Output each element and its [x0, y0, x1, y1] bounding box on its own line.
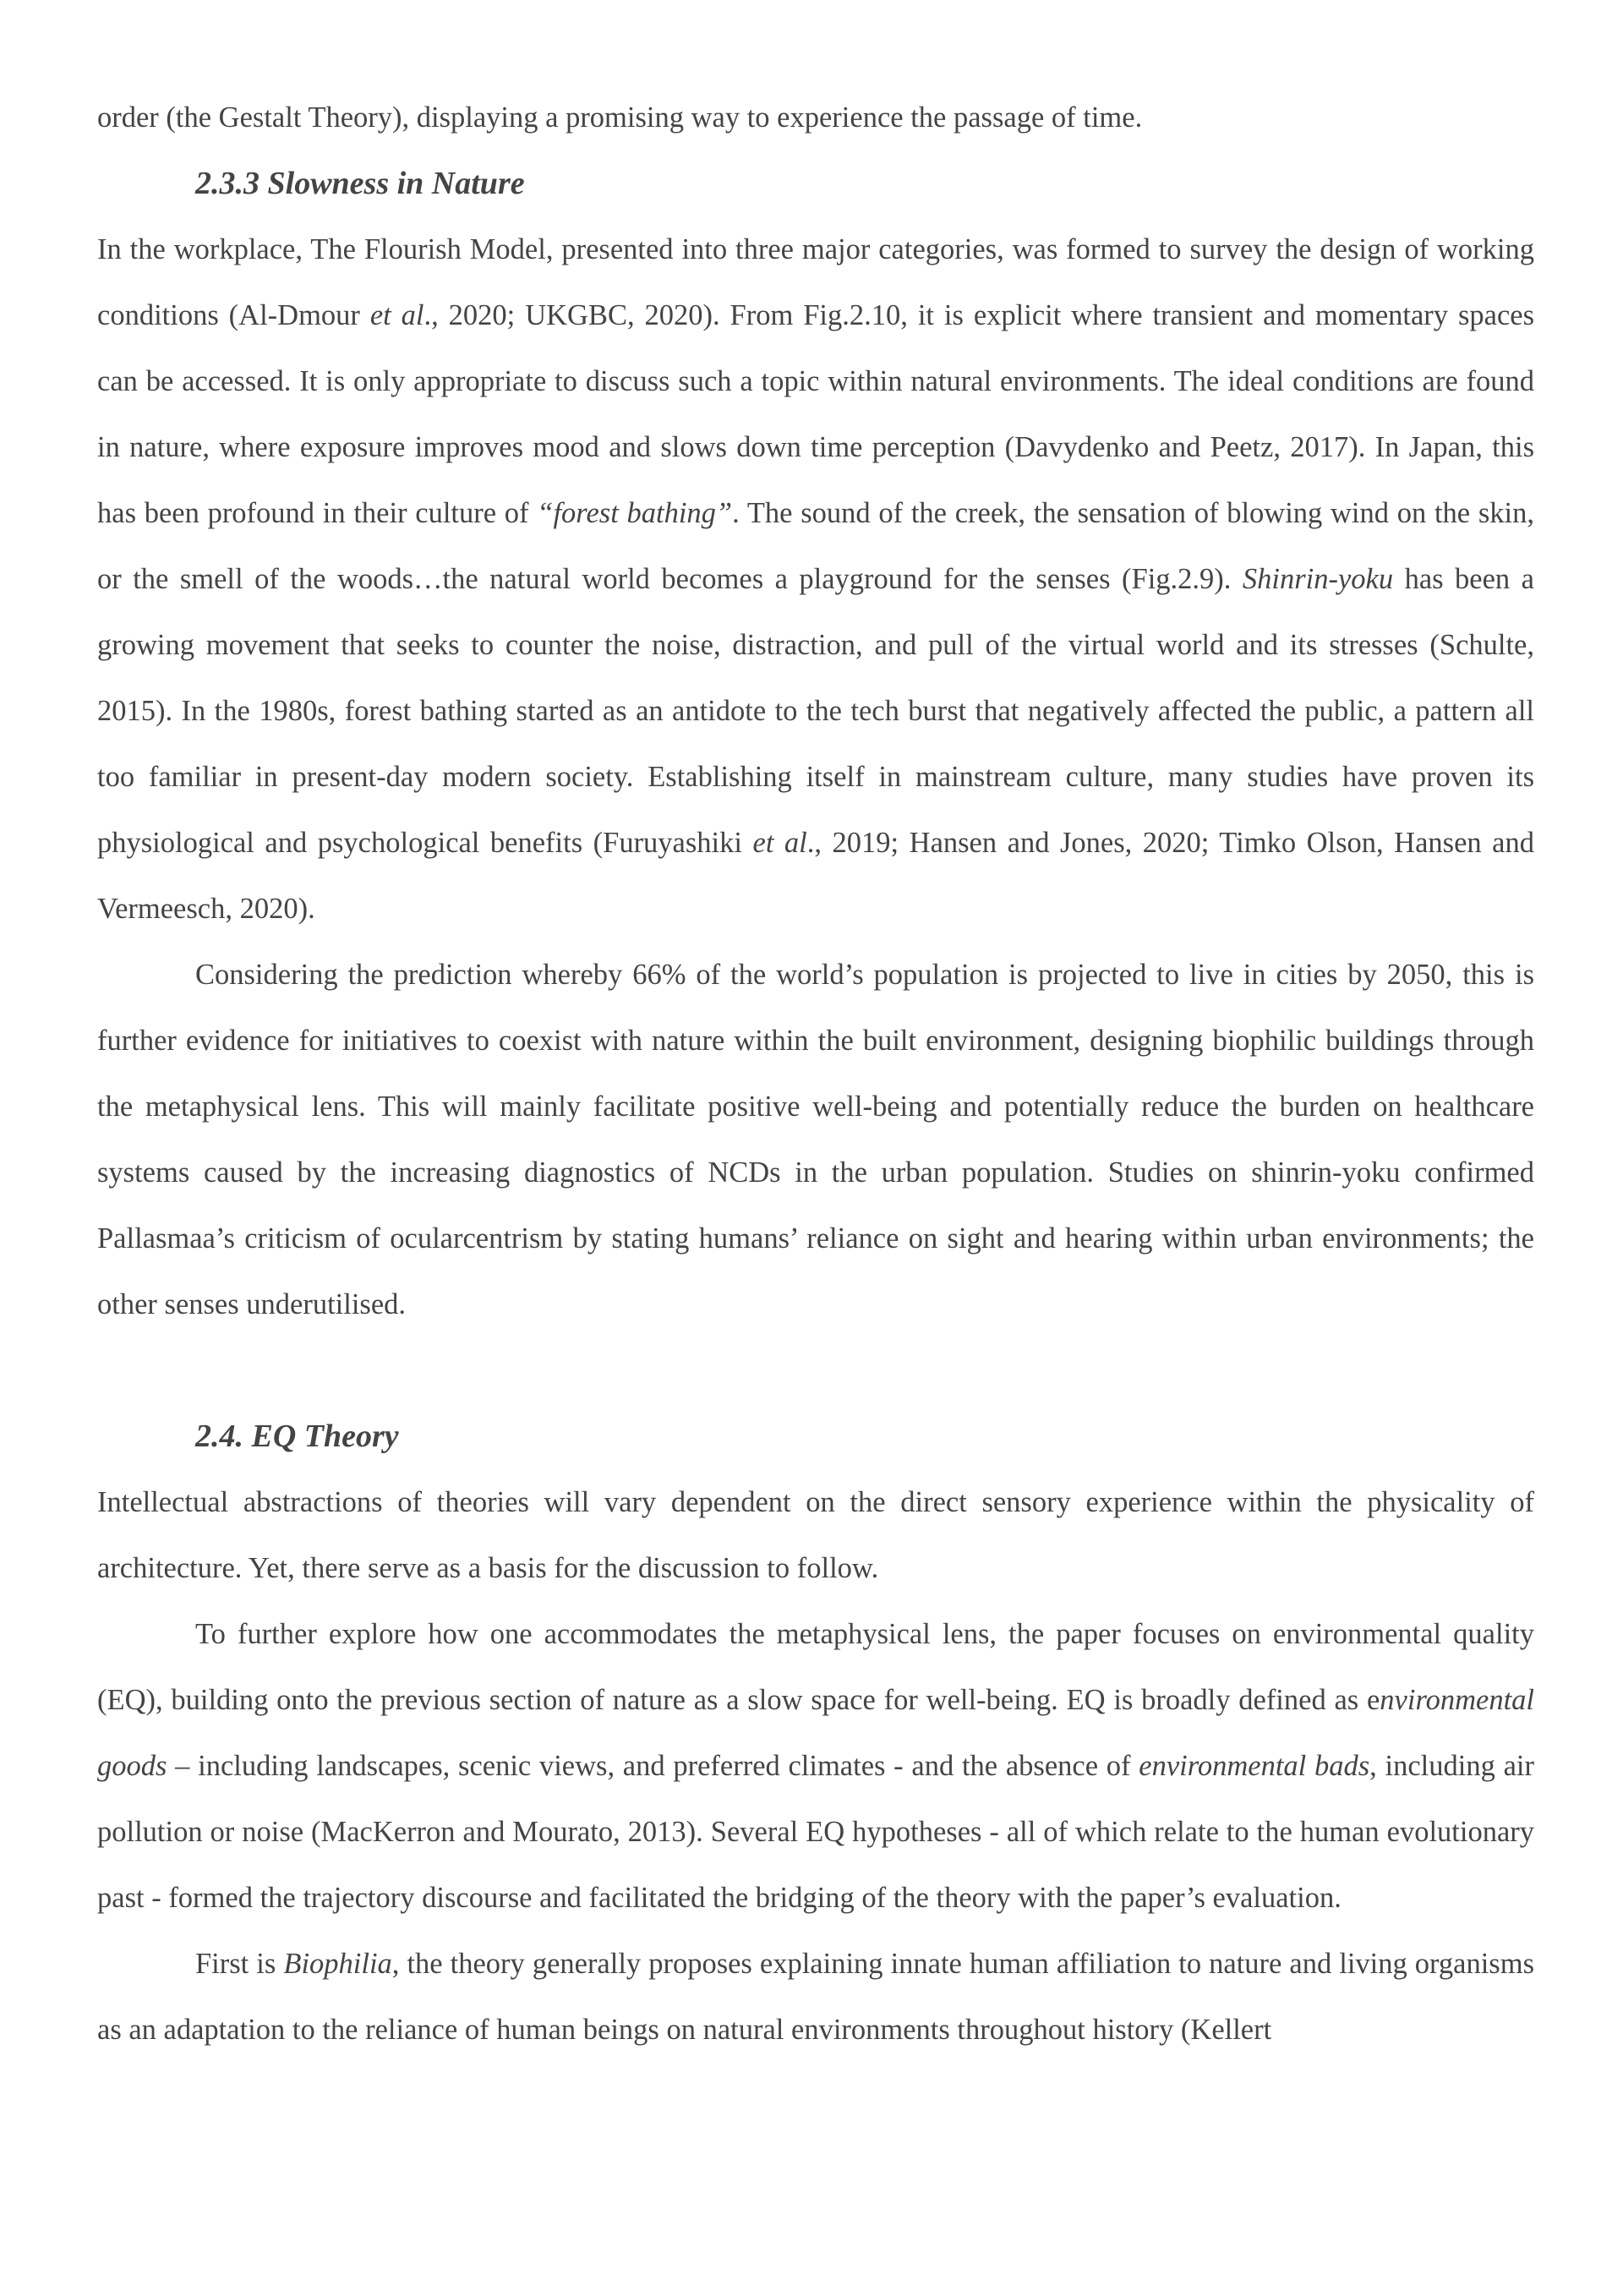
paragraph-continuation: order (the Gestalt Theory), displaying a promising way to experience the passage of time. [97, 101, 1143, 134]
paragraph-biophilia: First is Biophilia, the theory generally proposes explaining innate human affiliation to nature and living organisms as an adaptation to the reliance of human beings on natural environments throughout history (Kellert [97, 1948, 1534, 2046]
section-heading-2-3-3: 2.3.3 Slowness in Nature [195, 166, 525, 201]
paragraph-population-prediction: Considering the prediction whereby 66% of the world’s population is projected to live in cities by 2050, this is further evidence for initiatives to coexist with nature within the built environment, designing biophilic buildings through the metaphysical lens. This will mainly facilitate positive well-being and potentially reduce the burden on healthcare systems caused by the increasing diagnostics of NCDs in the urban population. Studies on shinrin-yoku confirmed Pallasmaa’s criticism of ocularcentrism by stating humans’ reliance on sight and hearing within urban environments; the other senses underutilised. [97, 959, 1534, 1320]
paragraph-intellectual-abstractions: Intellectual abstractions of theories will vary dependent on the direct sensory experience within the physicality of architecture. Yet, there serve as a basis for the discussion to follow. [97, 1486, 1534, 1584]
section-spacer [97, 1337, 1534, 1403]
paragraph-environmental-quality: To further explore how one accommodates the metaphysical lens, the paper focuses on environmental quality (EQ), building onto the previous section of nature as a slow space for well-being. EQ is broadly defined as environmental goods – including landscapes, scenic views, and preferred climates - and the absence of environmental bads, including air pollution or noise (MacKerron and Mourato, 2013). Several EQ hypotheses - all of which relate to the human evolutionary past - formed the trajectory discourse and facilitated the bridging of the theory with the paper’s evaluation. [97, 1618, 1534, 1914]
section-heading-2-4: 2.4. EQ Theory [195, 1419, 399, 1454]
body-text [97, 85, 1534, 2063]
paragraph-slowness-in-nature: In the workplace, The Flourish Model, presented into three major categories, was formed to survey the design of working conditions (Al-Dmour et al., 2020; UKGBC, 2020). From Fig.2.10, it is explicit where transient and momentary spaces can be accessed. It is only appropriate to discuss such a topic within natural environments. The ideal conditions are found in nature, where exposure improves mood and slows down time perception (Davydenko and Peetz, 2017). In Japan, this has been profound in their culture of “forest bathing”. The sound of the creek, the sensation of blowing wind on the skin, or the smell of the woods…the natural world becomes a playground for the senses (Fig.2.9). Shinrin-yoku has been a growing movement that seeks to counter the noise, distraction, and pull of the virtual world and its stresses (Schulte, 2015). In the 1980s, forest bathing started as an antidote to the tech burst that negatively affected the public, a pattern all too familiar in present-day modern society. Establishing itself in mainstream culture, many studies have proven its physiological and psychological benefits (Furuyashiki et al., 2019; Hansen and Jones, 2020; Timko Olson, Hansen and Vermeesch, 2020). [97, 233, 1535, 925]
